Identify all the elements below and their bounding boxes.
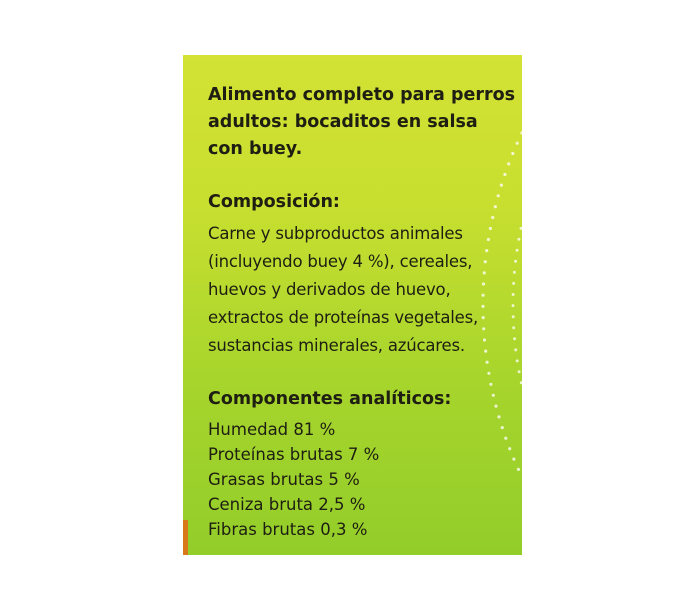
analytical-item: Grasas brutas 5 % bbox=[208, 470, 360, 489]
label-text-block bbox=[208, 82, 518, 542]
analytical-item: Proteínas brutas 7 % bbox=[208, 445, 380, 464]
analytical-components-list bbox=[208, 417, 518, 542]
analytical-item: Fibras brutas 0,3 % bbox=[208, 520, 368, 539]
decorative-dot bbox=[520, 131, 522, 134]
decorative-dot bbox=[520, 381, 522, 384]
decorative-dot bbox=[520, 227, 523, 230]
pet-food-label bbox=[183, 55, 522, 555]
product-description: Alimento completo para perros adultos: bocaditos en salsa con buey. bbox=[208, 85, 516, 159]
analytical-item: Humedad 81 % bbox=[208, 420, 336, 439]
decorative-dot bbox=[518, 370, 521, 373]
analytical-components-title: Componentes analíticos: bbox=[208, 389, 452, 409]
analytical-item: Ceniza bruta 2,5 % bbox=[208, 495, 366, 514]
composition-text: Carne y subproductos animales (incluyendo buey 4 %), cereales, huevos y derivados de huevo, extractos de proteínas vegetales, sustancias minerales, azúcares. bbox=[208, 224, 479, 355]
composition-title: Composición: bbox=[208, 192, 340, 212]
